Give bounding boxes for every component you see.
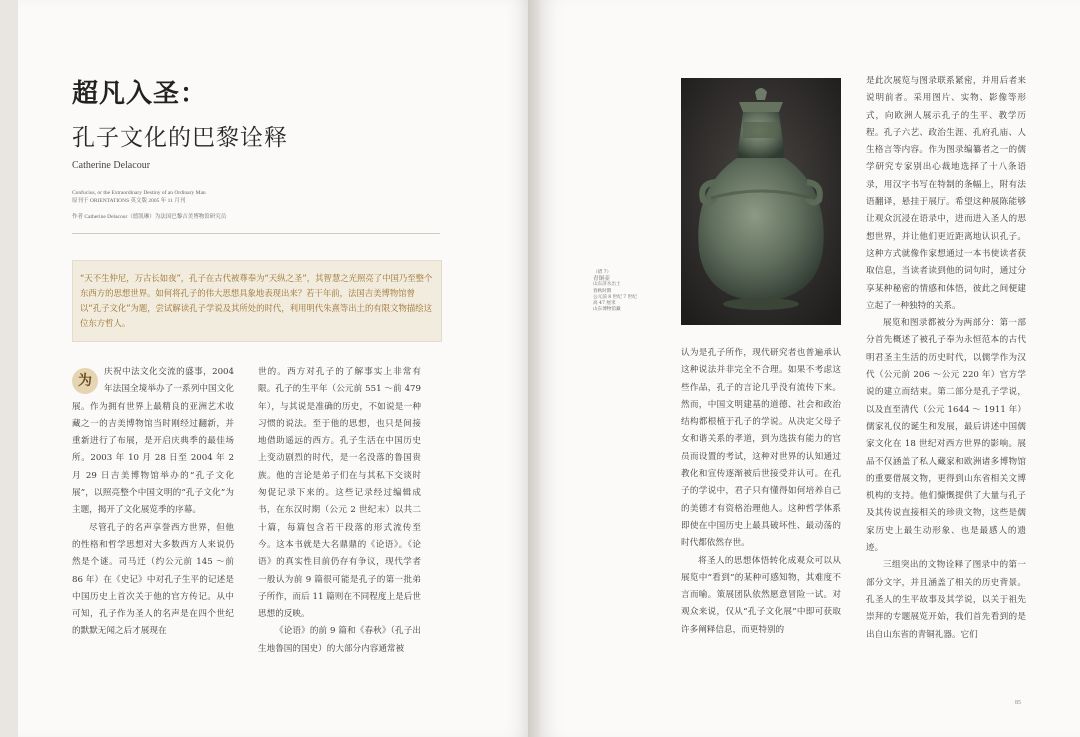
caption-line: 青铜壶 [593,276,610,283]
paragraph: 《论语》的前 9 篇和《春秋》（孔子出生地鲁国的国史）的大部分内容通常被 [258,626,421,654]
bronze-vessel-photo [681,78,841,325]
caption-line: 山东博物馆藏 [593,307,621,313]
caption-line: （错 7） [593,270,612,275]
paragraph: 将圣人的思想体悟转化成观众可以从展览中“看到”的某种可感知物，其难度不言而喻。策展团队依然愿意冒险一试。对观众来说，仅从“孔子文化展”中即可获取许多阐释信息，而更特别的 [681,555,841,635]
pull-quote: “天不生仲尼，万古长如夜”，孔子在古代被尊奉为“天纵之圣”，其智慧之光照亮了中国乃至整个东西方的思想世界。如何将孔子的伟大思想具象地表现出来？若干年前，法国吉美博物馆曾以“孔子文化”为题，尝试解读孔子学说及其所处的时代，利用明代朱熹等出土的有限文物描绘这位东方哲人。 [80,273,433,328]
article-subtitle: 孔子文化的巴黎诠释 [72,125,288,151]
text-column-4 [866,73,1026,644]
paragraph: 展览和图录都被分为两部分：第一部分首先概述了被孔子奉为永恒范本的古代明君圣主生活的历史时代，以儒学作为汉代（公元前 206 ～公元 220 年）官方学说的建立而结束。第二部分是孔子学说，以及直至清代（公元 1644 ～ 1911 年）儒家礼仪的诞生和发展，最后讲述中国儒家文化在 18 世纪对西方世界的影响。展品不仅涵盖了私人藏家和欧洲诸多博物馆的重要借展文物，更得到山东省相关文博机构的支持。他们慷慨提供了大量与孔子及其传说直接相关的珍贵文物，这些是儒家历史上最生动形象、也是最感人的遗迹。 [866,318,1026,554]
text-column-2 [258,364,421,658]
divider [72,233,440,234]
bronze-vessel-image [681,78,841,325]
paragraph: 认为是孔子所作，现代研究者也普遍承认这种说法并非完全不合理。如果不考虑这些作品，孔子的言论几乎没有流传下来。然而，中国文明建基的道德、社会和政治结构都根植于孔子的学说。从决定父母子女和谐关系的孝道，到为选拔有能力的官员而设置的考试，这种对世界的认知通过教化和宣传逐渐被后世接受并认可。在孔子的学说中，君子只有懂得如何培养自己的美德才有资格治理他人。这种哲学体系即使在中国历史上最具破坏性、最动荡的时代都依然存世。 [681,348,841,549]
caption-line: 公元前 8 世纪 7 世纪 [593,294,637,300]
text-column-3 [681,345,841,639]
photo-caption [593,270,673,313]
english-title: Confucius, or the Extraordinary Destiny of an Ordinary Man [72,190,206,196]
article-title: 超凡入圣： [72,79,208,109]
caption-line: 春秋时期 [593,288,612,294]
paragraph: 世的。西方对孔子的了解事实上非常有限。孔子的生平年（公元前 551 ～前 479 年），与其说是准确的历史，不如说是一种习惯的说法。至于他的思想，也只是间接地借助遥远的西方。孔子生活在中国历史上变动剧烈的时代，是一名没落的鲁国贵族。他的言论是弟子们在与其私下交谈时匆促记录下来的。这些记录经过编辑成书，在东汉时期（公元 2 世纪末）以共二十篇，每篇包含若干段落的形式流传至今。这本书就是大名鼎鼎的《论语》。《论语》的真实性目前仍存有争议，现代学者一般认为前 9 篇很可能是孔子的第一批弟子所作，而后 11 篇则在不同程度上是后世思想的反映。 [258,367,421,620]
author-note: 作者 Catherine Delacour（德凯琳）为法国巴黎吉美博物馆研究员 [72,214,227,220]
paragraph: 是此次展览与图录联系紧密，并用后者来说明前者。采用图片、实物、影像等形式，向欧洲人展示孔子的生平、教学历程。孔子六艺、政治生涯、孔府孔庙、人生格言等内容。作为图录编纂者之一的儒学研究专家别出心裁地选择了十八条语录，用汉字书写在特制的条幅上，附有法语翻译，悬挂于展厅。希望这种展陈能够让观众沉浸在语录中，进而进入圣人的思想世界，并让他们更近距离地认识孔子。这种方式就像作家想通过一本书使读者获取信息，当读者读到他的词句时，通过分享某种秘密的情感和体悟，彼此之间便建立起了一种独特的关系。 [866,76,1026,311]
page-number: 85 [1015,700,1021,706]
author-name: Catherine Delacour [72,160,151,171]
caption-line: 高 47 厘米 [593,301,616,307]
source-note: 原刊于 ORIENTATIONS 英文版 2005 年 11 月刊 [72,198,186,204]
paragraph: 尽管孔子的名声享誉西方世界，但他的性格和哲学思想对大多数西方人来说仍然是个谜。司马迁（约公元前 145 ～前 86 年）在《史记》中对孔子生平的记述是中国历史上首次关于他的官方传记。从中可知，孔子作为圣人的名声是在四个世纪的默默无闻之后才展现在 [72,522,234,637]
drop-cap: 为 [72,368,98,394]
paragraph: 三组突出的文物诠释了图录中的第一部分文字，并且涵盖了相关的历史背景。孔圣人的生平故事及其学说，以关于祖先崇拜的专题展览开始，我们首先看到的是出自山东省的青铜礼器。它们 [866,560,1026,640]
caption-line: 山东济水出土 [593,282,621,288]
paragraph: 庆祝中法文化交流的盛事，2004年法国全境举办了一系列中国文化展。作为拥有世界上最精良的亚洲艺术收藏之一的吉美博物馆当时刚经过翻新，并重新进行了布展，是开启庆典季的最佳场所。2003 年 10 月 28 日至 2004 年 2 月 29 日吉美博物馆举办的“孔子文化展”，以照亮整个中国文明的“孔子文化”为主题，揭开了文化展览季的序幕。 [72,367,234,516]
text-column-1 [72,364,234,641]
